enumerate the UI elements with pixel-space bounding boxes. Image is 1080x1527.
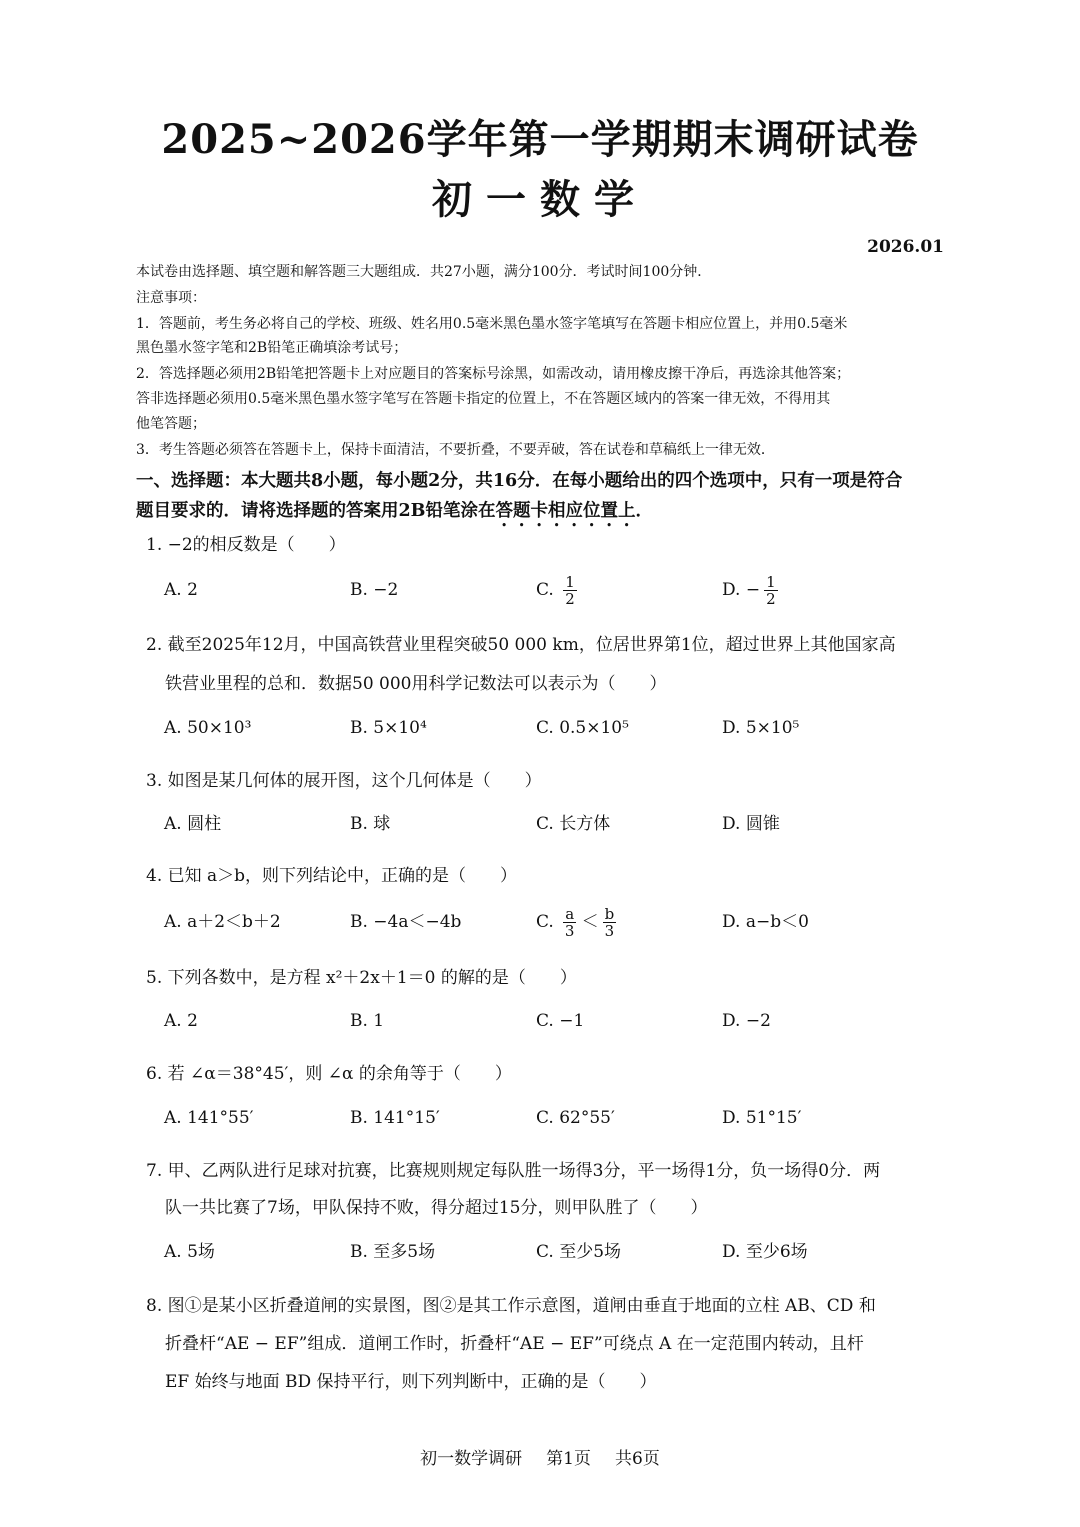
note-2c: 他笔答题； xyxy=(136,416,206,432)
option-c: C. −1 xyxy=(536,1011,585,1031)
notes-heading: 注意事项： xyxy=(136,290,206,306)
section-heading-line1: 一、选择题：本大题共8小题，每小题2分，共16分．在每小题给出的四个选项中，只有一项是符合 xyxy=(136,471,903,491)
option-b: B. −4a＜−4b xyxy=(350,912,462,932)
fraction: $\frac{a}{3}$ xyxy=(564,905,575,940)
note-2a: 2．答选择题必须用2B铅笔把答题卡上对应题目的答案标号涂黑，如需改动，请用橡皮擦干净后，再选涂其他答案； xyxy=(136,366,851,382)
page-footer xyxy=(0,1447,1080,1471)
option-a: A. 圆柱 xyxy=(164,814,222,834)
footer-page: 第1页 xyxy=(546,1449,591,1469)
question-4-options xyxy=(164,902,944,942)
option-b: B. −2 xyxy=(350,580,399,600)
question-6-options xyxy=(164,1098,944,1138)
question-7-stem-cont: 队一共比赛了7场，甲队保持不败，得分超过15分，则甲队胜了（ ） xyxy=(165,1198,708,1218)
option-c: C. 长方体 xyxy=(536,814,611,834)
footer-course: 初一数学调研 xyxy=(420,1449,523,1469)
option-d: D. 圆锥 xyxy=(722,814,780,834)
option-d: D. − $\frac{1}{2}$ xyxy=(722,573,776,608)
option-b: B. 球 xyxy=(350,814,391,834)
option-d: D. a−b＜0 xyxy=(722,912,809,932)
note-1b: 黑色墨水签字笔和2B铅笔正确填涂考试号； xyxy=(136,340,408,356)
option-c: C. $\frac{1}{2}$ xyxy=(536,573,575,608)
option-b: B. 至多5场 xyxy=(350,1242,436,1262)
note-3: 3．考生答题必须答在答题卡上，保持卡面清洁，不要折叠，不要弄破，答在试卷和草稿纸上一律无效． xyxy=(136,442,775,458)
fraction: $\frac{b}{3}$ xyxy=(604,905,615,940)
note-2b: 答非选择题必须用0.5毫米黑色墨水签字笔写在答题卡指定的位置上，不在答题区域内的答案一律无效，不得用其 xyxy=(136,391,831,407)
question-5-stem: 5. 下列各数中，是方程 x²＋2x＋1＝0 的解的是（ ） xyxy=(146,968,577,988)
emphasized-answer-sheet: 答题卡相应位置上 xyxy=(495,501,636,521)
option-c: C. 62°55′ xyxy=(536,1108,615,1128)
question-3-options xyxy=(164,804,944,844)
fraction: $\frac{1}{2}$ xyxy=(766,573,776,608)
option-d: D. −2 xyxy=(722,1011,771,1031)
option-a: A. 5场 xyxy=(164,1242,215,1262)
option-a: A. a＋2＜b＋2 xyxy=(164,912,281,932)
question-8-stem: 8. 图①是某小区折叠道闸的实景图，图②是其工作示意图，道闸由垂直于地面的立柱 AB、CD 和 xyxy=(146,1296,876,1316)
option-d: D. 51°15′ xyxy=(722,1108,802,1128)
exam-title: 2025~2026学年第一学期期末调研试卷 xyxy=(161,116,919,163)
exam-subject: 初一数学 xyxy=(432,176,648,223)
option-b: B. 5×10⁴ xyxy=(350,718,427,738)
option-d: D. 5×10⁵ xyxy=(722,718,800,738)
option-c: C. 至少5场 xyxy=(536,1242,622,1262)
option-a: A. 2 xyxy=(164,1011,198,1031)
exam-date: 2026.01 xyxy=(867,237,944,257)
section-heading-line2: 题目要求的．请将选择题的答案用2B铅笔涂在答题卡相应位置上． xyxy=(136,501,653,521)
question-1-options xyxy=(164,570,944,610)
question-8-stem-cont: 折叠杆“AE − EF”组成．道闸工作时，折叠杆“AE − EF”可绕点 A 在一定范围内转动，且杆 xyxy=(165,1334,864,1354)
option-c: C. 0.5×10⁵ xyxy=(536,718,629,738)
question-2-stem-cont: 铁营业里程的总和．数据50 000用科学记数法可以表示为（ ） xyxy=(165,674,667,694)
question-7-options xyxy=(164,1232,944,1272)
option-d: D. 至少6场 xyxy=(722,1242,808,1262)
question-8-stem-cont2: EF 始终与地面 BD 保持平行，则下列判断中，正确的是（ ） xyxy=(165,1372,657,1392)
question-4-stem: 4. 已知 a＞b，则下列结论中，正确的是（ ） xyxy=(146,866,518,886)
note-1a: 1．答题前，考生务必将自己的学校、班级、姓名用0.5毫米黑色墨水签字笔填写在答题卡相应位置上，并用0.5毫米 xyxy=(136,316,848,332)
question-7-stem: 7. 甲、乙两队进行足球对抗赛，比赛规则规定每队胜一场得3分，平一场得1分，负一场得0分．两 xyxy=(146,1161,881,1181)
option-b: B. 1 xyxy=(350,1011,385,1031)
option-b: B. 141°15′ xyxy=(350,1108,440,1128)
question-3-stem: 3. 如图是某几何体的展开图，这个几何体是（ ） xyxy=(146,771,542,791)
fraction: $\frac{1}{2}$ xyxy=(565,573,575,608)
question-2-options xyxy=(164,708,944,748)
exam-intro: 本试卷由选择题、填空题和解答题三大题组成．共27小题，满分100分．考试时间100分钟． xyxy=(136,264,712,280)
question-6-stem: 6. 若 ∠α＝38°45′，则 ∠α 的余角等于（ ） xyxy=(146,1064,512,1084)
option-a: A. 2 xyxy=(164,580,198,600)
footer-total: 共6页 xyxy=(615,1449,660,1469)
option-a: A. 50×10³ xyxy=(164,718,252,738)
question-5-options xyxy=(164,1001,944,1041)
option-c: C. $\frac{a}{3}$ ＜ $\frac{b}{3}$ xyxy=(536,905,615,940)
question-1-stem: 1. −2的相反数是（ ） xyxy=(146,535,346,555)
option-a: A. 141°55′ xyxy=(164,1108,254,1128)
question-2-stem: 2. 截至2025年12月，中国高铁营业里程突破50 000 km，位居世界第1位，超过世界上其他国家高 xyxy=(146,635,896,655)
